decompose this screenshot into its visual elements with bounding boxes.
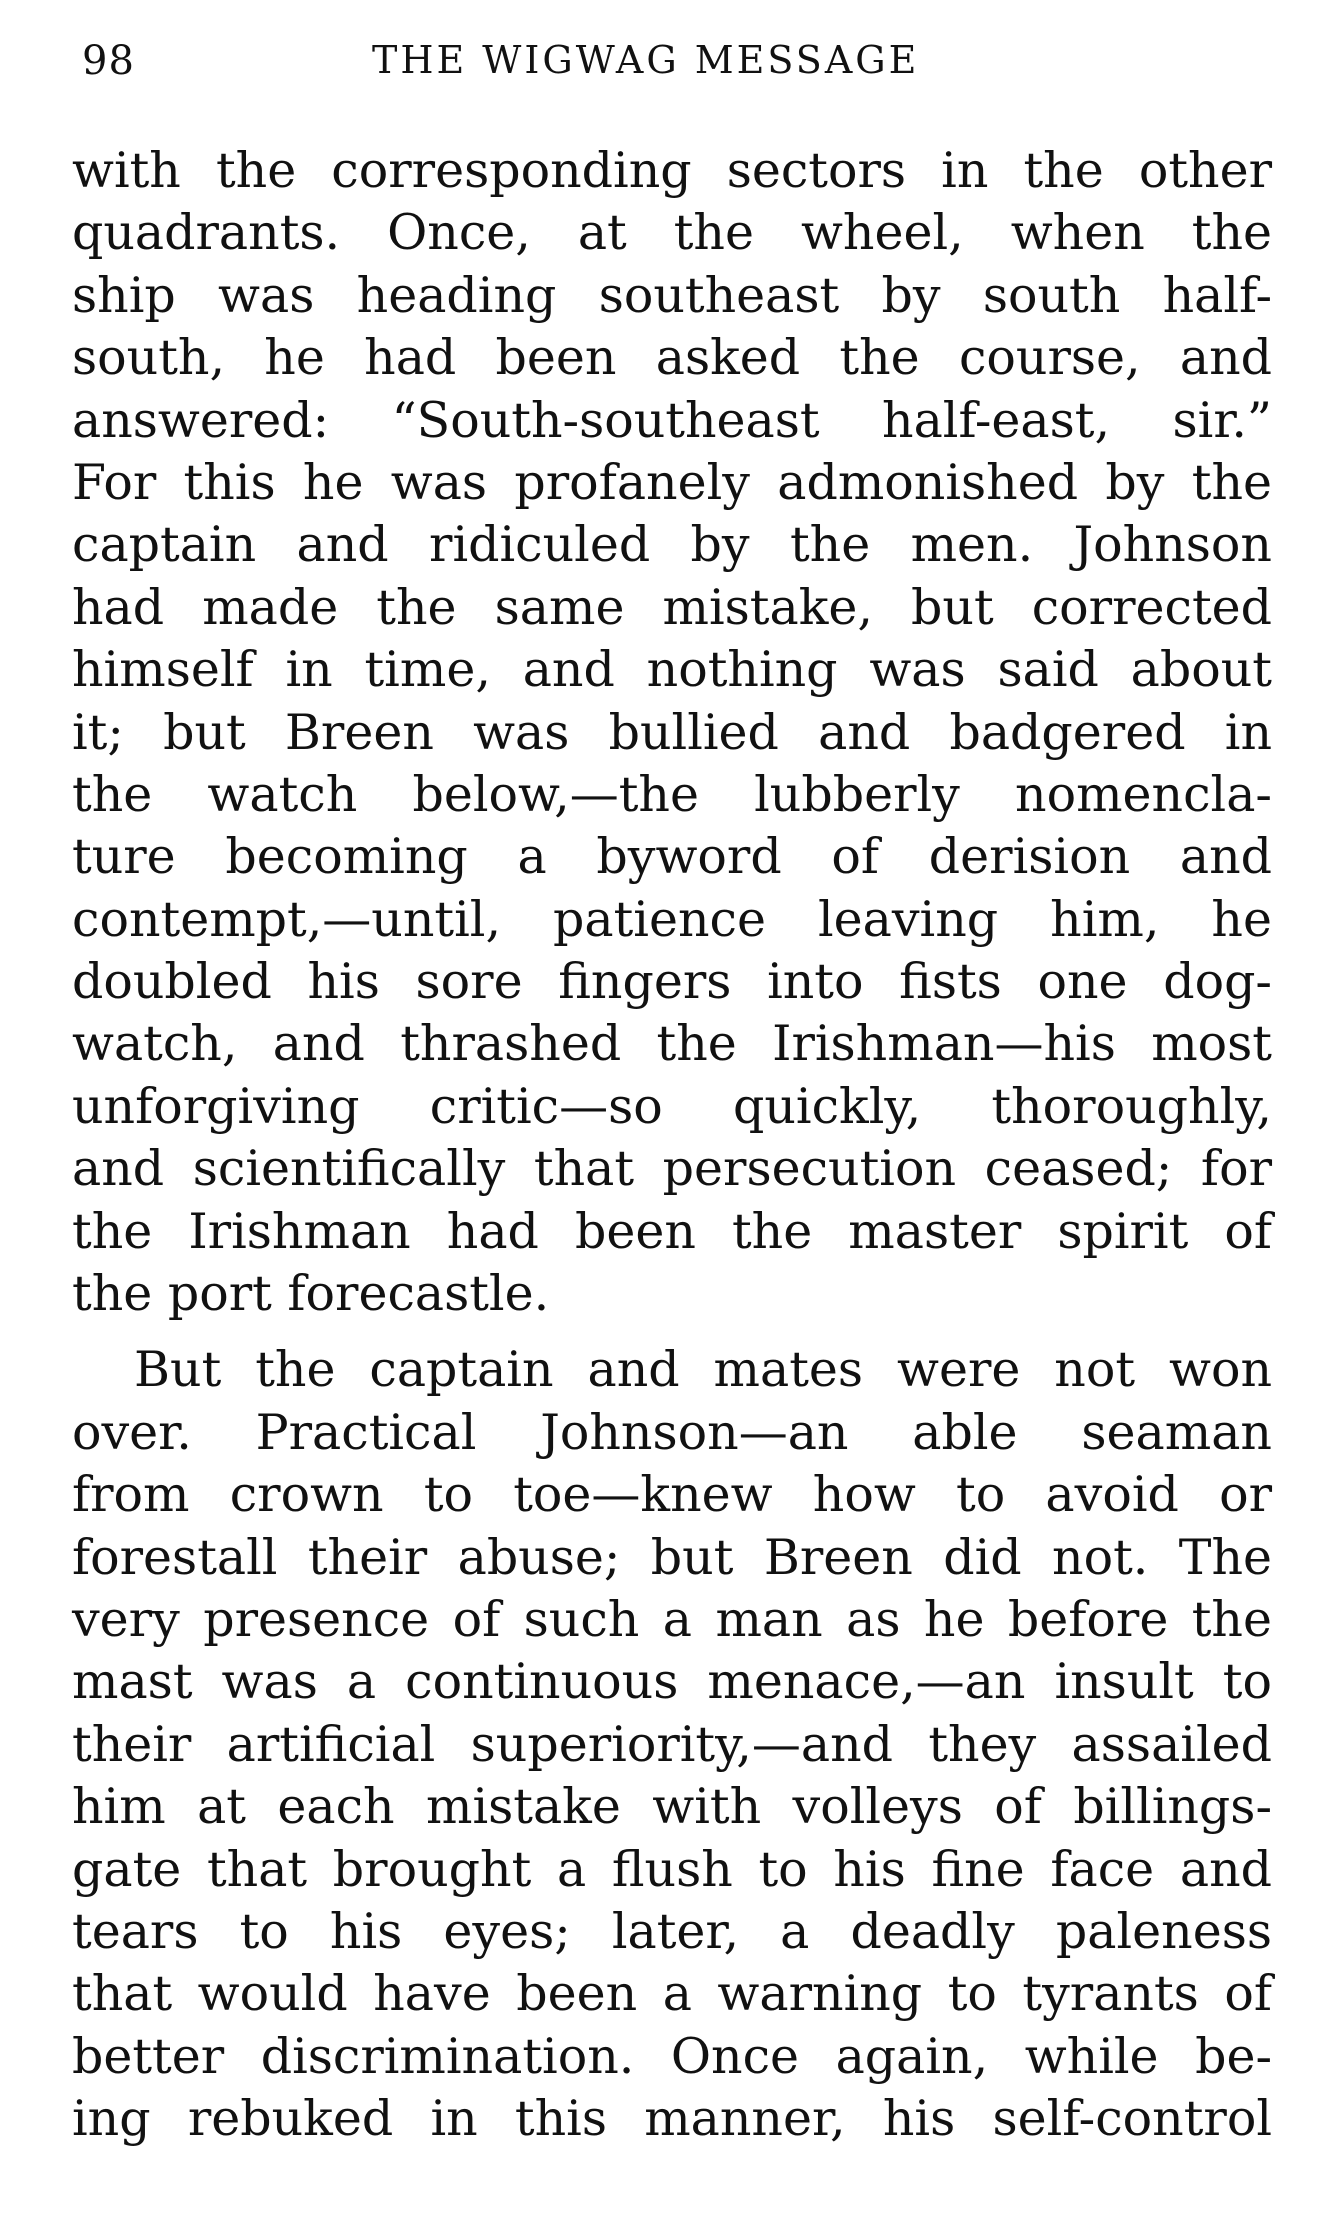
paragraph-2	[72, 1339, 1272, 2150]
text-line: very presence of such a man as he before the	[72, 1590, 1272, 1648]
text-line: it; but Breen was bullied and badgered in	[72, 703, 1272, 761]
text-line: unforgiving critic—so quickly, thoroughly,	[72, 1077, 1272, 1135]
text-line: forestall their abuse; but Breen did not. The	[72, 1528, 1272, 1586]
page-number: 98	[82, 38, 135, 84]
text-line: had made the same mistake, but corrected	[72, 578, 1272, 636]
text-line: himself in time, and nothing was said about	[72, 641, 1272, 699]
text-line: south, he had been asked the course, and	[72, 329, 1272, 387]
text-line: the Irishman had been the master spirit of	[72, 1202, 1272, 1260]
text-line: that would have been a warning to tyrants of	[72, 1965, 1272, 2023]
text-line: the port forecastle.	[72, 1265, 550, 1323]
text-line: watch, and thrashed the Irishman—his most	[72, 1015, 1272, 1073]
text-line: the watch below,—the lubberly nomencla-	[72, 765, 1272, 823]
text-line: doubled his sore fingers into fists one dog-	[72, 953, 1272, 1011]
text-line: him at each mistake with volleys of billings-	[72, 1778, 1272, 1836]
text-line: For this he was profanely admonished by the	[72, 453, 1272, 511]
text-line: quadrants. Once, at the wheel, when the	[72, 204, 1272, 262]
text-line: from crown to toe—knew how to avoid or	[72, 1466, 1272, 1524]
body-text	[72, 140, 1272, 2151]
text-line: gate that brought a flush to his fine face and	[72, 1840, 1272, 1898]
text-line: over. Practical Johnson—an able seaman	[72, 1403, 1272, 1461]
text-line: mast was a continuous menace,—an insult to	[72, 1653, 1272, 1711]
text-line: their artificial superiority,—and they assailed	[72, 1715, 1272, 1773]
running-head	[82, 38, 1260, 98]
text-line: ing rebuked in this manner, his self-control	[72, 2090, 1272, 2148]
paragraph-1	[72, 140, 1272, 1325]
running-title: THE WIGWAG MESSAGE	[372, 38, 920, 82]
text-line: tears to his eyes; later, a deadly paleness	[72, 1902, 1272, 1960]
text-line: and scientifically that persecution ceased; for	[72, 1140, 1272, 1198]
text-line: But the captain and mates were not won	[134, 1341, 1272, 1399]
text-line: better discrimination. Once again, while be-	[72, 2027, 1272, 2085]
text-line: ture becoming a byword of derision and	[72, 828, 1272, 886]
paragraph-gap	[72, 1325, 1272, 1339]
text-line: captain and ridiculed by the men. Johnson	[72, 516, 1272, 574]
text-line: with the corresponding sectors in the other	[72, 142, 1272, 199]
text-line: contempt,—until, patience leaving him, he	[72, 890, 1272, 948]
text-line: ship was heading southeast by south half-	[72, 266, 1272, 324]
text-line: answered: “South-southeast half-east, sir.”	[72, 391, 1272, 449]
